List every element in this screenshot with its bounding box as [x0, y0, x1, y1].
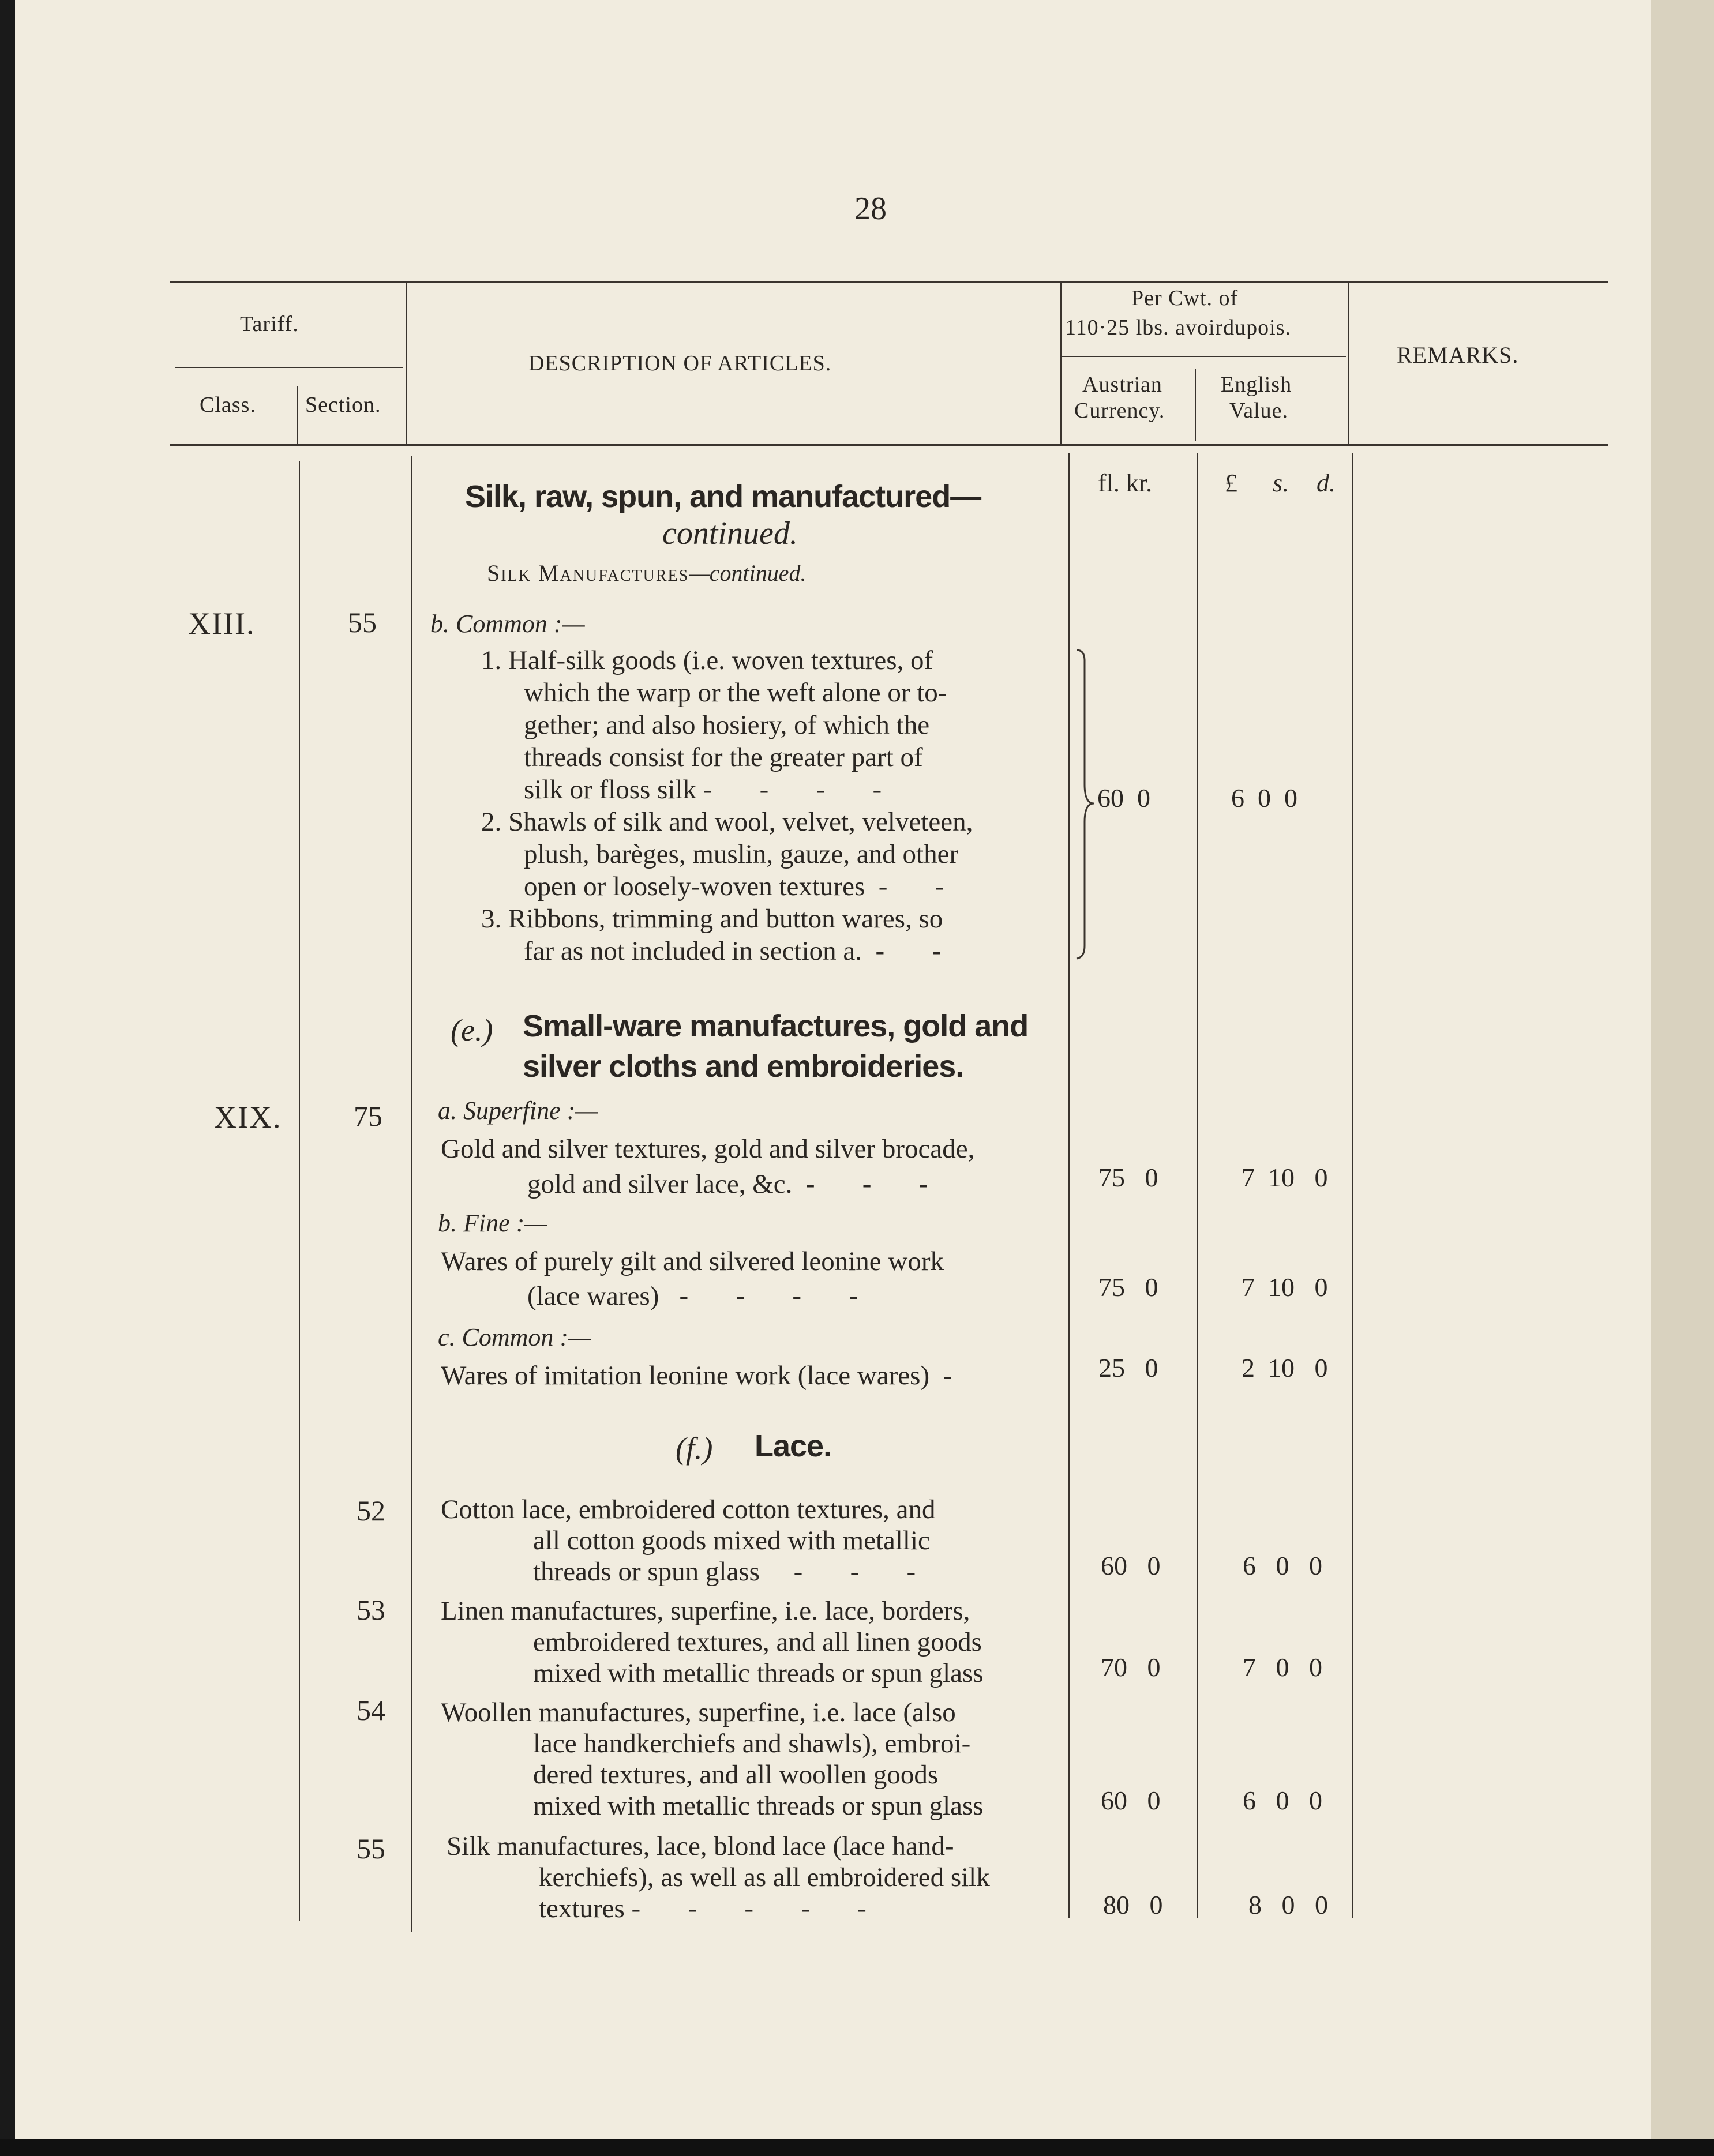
smallware-section: 75 — [354, 1100, 382, 1132]
lace-entry-3-line-2: lace handkerchiefs and shawls), embroi- — [533, 1729, 971, 1759]
tariff-subrule — [175, 367, 403, 368]
silk-item-2-line-3: open or loosely-woven textures - - — [524, 872, 944, 902]
superfine-label: a. Superfine :— — [438, 1096, 598, 1125]
smallware-title-line1: Small-ware manufactures, gold and — [523, 1009, 1029, 1043]
common-line-1: Wares of imitation leonine work (lace wares) - — [441, 1361, 952, 1391]
superfine-line-1: Gold and silver textures, gold and silver brocade, — [441, 1134, 975, 1164]
silk-class: XIII. — [188, 606, 256, 641]
lace-entry-4-section: 55 — [357, 1832, 385, 1865]
silk-item-1-line-5: silk or floss silk - - - - — [524, 775, 882, 805]
book-page — [15, 0, 1666, 2139]
lace-entry-4-english-value: 8 0 0 — [1248, 1890, 1328, 1920]
lace-entry-3-english-value: 6 0 0 — [1243, 1786, 1322, 1815]
lace-marker: (f.) — [676, 1431, 713, 1466]
silk-english-value: 6 0 0 — [1231, 783, 1297, 813]
unit-shillings: s. — [1273, 469, 1289, 497]
lace-entry-4-line-1: Silk manufactures, lace, blond lace (lace hand- — [447, 1831, 954, 1861]
silk-subtitle-continued: —continued. — [689, 560, 807, 586]
smallware-title-line2: silver cloths and embroideries. — [523, 1049, 964, 1084]
lace-entry-1-line-2: all cotton goods mixed with metallic — [533, 1526, 930, 1556]
lace-entry-1-english-value: 6 0 0 — [1243, 1551, 1322, 1580]
amount-col-rule-right — [1348, 283, 1349, 445]
lace-entry-2-line-1: Linen manufactures, superfine, i.e. lace, borders, — [441, 1596, 970, 1626]
fine-line-2: (lace wares) - - - - — [527, 1281, 858, 1311]
lace-entry-3-line-4: mixed with metallic threads or spun glass — [533, 1791, 984, 1821]
fine-line-1: Wares of purely gilt and silvered leonine work — [441, 1246, 944, 1276]
english-value-header-line1: English — [1221, 373, 1292, 397]
class-header: Class. — [200, 393, 256, 417]
silk-section: 55 — [348, 606, 377, 638]
silk-item-2-line-1: 2. Shawls of silk and wool, velvet, velveteen, — [481, 807, 973, 837]
lace-entry-1-line-3: threads or spun glass - - - — [533, 1557, 916, 1587]
silk-item-3-line-1: 3. Ribbons, trimming and button wares, so — [481, 904, 943, 934]
smallware-class: XIX. — [214, 1100, 282, 1135]
amount-mid-rule — [1195, 369, 1196, 441]
class-col-rule — [297, 386, 298, 444]
section-header: Section. — [305, 393, 381, 417]
silk-item-1-line-4: threads consist for the greater part of — [524, 742, 923, 772]
body-class-rule — [299, 461, 300, 1921]
silk-austrian-value: 60 0 — [1097, 783, 1150, 813]
lace-entry-3-line-1: Woollen manufactures, superfine, i.e. lace (also — [441, 1697, 956, 1727]
fine-austrian-value: 75 0 — [1098, 1272, 1158, 1302]
page-edge-strip — [1651, 0, 1714, 2156]
austrian-currency-header-line2: Currency. — [1074, 399, 1165, 423]
fine-english-value: 7 10 0 — [1242, 1272, 1328, 1302]
english-value-header-line2: Value. — [1229, 399, 1289, 423]
silk-item-1-line-3: gether; and also hosiery, of which the — [524, 710, 930, 740]
silk-title-line1: Silk, raw, spun, and manufactured— — [465, 479, 981, 514]
amount-col-rule-left — [1060, 283, 1062, 445]
lace-entry-4-line-2: kerchiefs), as well as all embroidered silk — [539, 1862, 990, 1892]
lace-entry-2-english-value: 7 0 0 — [1243, 1652, 1322, 1682]
silk-item-1-line-1: 1. Half-silk goods (i.e. woven textures, of — [481, 645, 933, 675]
common-austrian-value: 25 0 — [1098, 1353, 1158, 1383]
common-english-value: 2 10 0 — [1242, 1353, 1328, 1383]
lace-entry-2-austrian-value: 70 0 — [1101, 1652, 1161, 1682]
lace-entry-1-section: 52 — [357, 1494, 385, 1527]
silk-item-3-line-2: far as not included in section a. - - — [524, 936, 942, 966]
lace-entry-2-section: 53 — [357, 1594, 385, 1626]
body-desc-rule — [1068, 453, 1070, 1918]
body-right-rule — [1352, 453, 1353, 1918]
smallware-marker: (e.) — [451, 1013, 493, 1047]
unit-pound: £ — [1225, 469, 1237, 497]
per-cwt-header-line2: 110·25 lbs. avoirdupois. — [1065, 315, 1292, 340]
lace-title: Lace. — [755, 1429, 832, 1463]
tariff-header: Tariff. — [240, 312, 299, 336]
curly-brace — [1074, 649, 1097, 960]
per-cwt-header-line1: Per Cwt. of — [1131, 286, 1239, 310]
lace-entry-2-line-3: mixed with metallic threads or spun glass — [533, 1658, 984, 1688]
silk-subtitle — [487, 559, 807, 587]
remarks-header: REMARKS. — [1397, 342, 1519, 368]
lace-entry-3-line-3: dered textures, and all woollen goods — [533, 1760, 939, 1790]
scan-bottom-edge — [0, 2139, 1714, 2156]
percwt-subrule — [1062, 356, 1346, 357]
unit-fl-kr: fl. kr. — [1098, 469, 1153, 497]
page-number: 28 — [854, 191, 887, 227]
lace-entry-2-line-2: embroidered textures, and all linen goods — [533, 1627, 982, 1657]
description-header: DESCRIPTION OF ARTICLES. — [528, 351, 832, 375]
austrian-currency-header-line1: Austrian — [1082, 373, 1162, 397]
lace-entry-3-austrian-value: 60 0 — [1101, 1786, 1161, 1815]
lace-entry-1-austrian-value: 60 0 — [1101, 1551, 1161, 1580]
superfine-line-2: gold and silver lace, &c. - - - — [527, 1169, 928, 1199]
silk-common-label: b. Common :— — [430, 610, 585, 638]
superfine-english-value: 7 10 0 — [1242, 1163, 1328, 1192]
fine-label: b. Fine :— — [438, 1209, 547, 1237]
lace-entry-4-line-3: textures - - - - - — [539, 1894, 867, 1924]
common-label: c. Common :— — [438, 1323, 591, 1351]
silk-item-2-line-2: plush, barèges, muslin, gauze, and other — [524, 839, 959, 869]
tariff-col-rule — [406, 283, 407, 445]
unit-pence: d. — [1317, 469, 1336, 497]
silk-subtitle-caps: Silk Manufactures — [487, 560, 689, 586]
lace-entry-1-line-1: Cotton lace, embroidered cotton textures, and — [441, 1494, 936, 1524]
body-section-rule — [411, 456, 412, 1932]
silk-item-1-line-2: which the warp or the weft alone or to- — [524, 678, 947, 708]
silk-title-line2: continued. — [662, 516, 798, 551]
top-rule — [170, 281, 1608, 283]
lace-entry-3-section: 54 — [357, 1694, 385, 1726]
body-mid-rule — [1197, 453, 1198, 1918]
superfine-austrian-value: 75 0 — [1098, 1163, 1158, 1192]
header-bottom-rule — [170, 444, 1608, 446]
lace-entry-4-austrian-value: 80 0 — [1103, 1890, 1163, 1920]
